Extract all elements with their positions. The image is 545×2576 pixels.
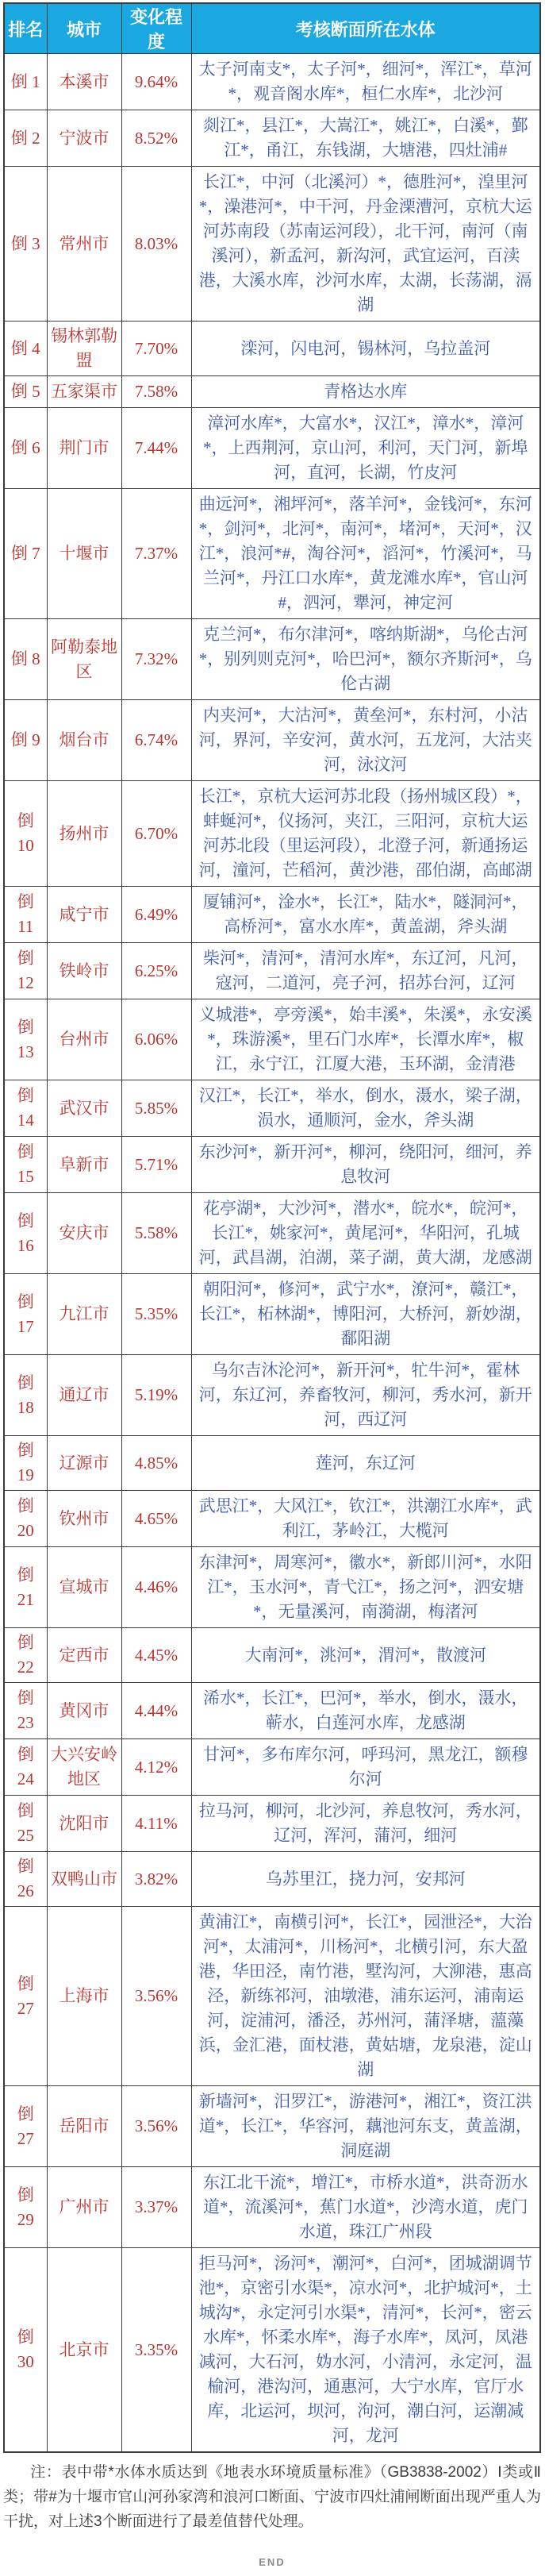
table-row xyxy=(4,110,540,167)
water-bodies-cell: 拉马河，柳河，北沙河，养息牧河，秀水河，辽河，浑河，蒲河，细河 xyxy=(191,1796,540,1852)
footnote: 注：表中带*水体水质达到《地表水环境质量标准》（GB3838-2002）Ⅰ类或Ⅱ类；带#为十堰市官山河孙家湾和浪河口断面、宁波市四灶浦闸断面出现严重人为干扰，对上述3个断面进行了最差值替代处理。 xyxy=(3,2464,541,2530)
water-bodies-cell: 乌苏里江，挠力河，安邦河 xyxy=(191,1852,540,1907)
rank-cell: 倒 29 xyxy=(4,2167,47,2248)
water-bodies-cell: 厦铺河*，淦水*，长江*，陆水*，隧洞河*，高桥河*，富水水库*，黄盖湖，斧头湖 xyxy=(191,887,540,943)
rank-cell: 倒 27 xyxy=(4,2086,47,2167)
change-degree-cell: 4.45% xyxy=(121,1628,191,1683)
change-degree-cell: 6.70% xyxy=(121,781,191,887)
city-cell: 武汉市 xyxy=(47,1080,121,1137)
rank-cell: 倒 16 xyxy=(4,1193,47,1274)
table-row xyxy=(4,167,540,322)
rank-cell: 倒 20 xyxy=(4,1491,47,1547)
change-degree-cell: 3.56% xyxy=(121,1907,191,2086)
table-row xyxy=(4,408,540,489)
change-degree-cell: 5.35% xyxy=(121,1274,191,1355)
water-bodies-cell: 甘河*，多布库尔河，呼玛河，黑龙江，额穆尔河 xyxy=(191,1739,540,1796)
table-row xyxy=(4,1491,540,1547)
water-bodies-cell: 拒马河*，汤河*，潮河*，白河*，团城湖调节池*，京密引水渠*，凉水河*，北护城河*，土城沟*，永定河引水渠*，清河*，长河*，密云水库*，怀柔水库*，海子水库*，凤河，凤港减河，大石河，妫水河，小清河，永定河，温榆河，港沟河，通惠河，大宁水库，官厅水库，北运河，坝河，泃河，潮白河，运潮减河，龙河 xyxy=(191,2248,540,2453)
city-cell: 咸宁市 xyxy=(47,887,121,943)
city-cell: 阜新市 xyxy=(47,1137,121,1193)
table-row xyxy=(4,943,540,999)
change-degree-cell: 5.85% xyxy=(121,1080,191,1137)
water-bodies-cell: 柴河*，清河*，清河水库*，东辽河，凡河，寇河，二道河，亮子河，招苏台河，辽河 xyxy=(191,943,540,999)
change-degree-cell: 4.12% xyxy=(121,1739,191,1796)
rank-cell: 倒 4 xyxy=(4,322,47,376)
rank-cell: 倒 14 xyxy=(4,1080,47,1137)
rank-cell: 倒 21 xyxy=(4,1547,47,1628)
change-degree-cell: 6.74% xyxy=(121,700,191,781)
header-row xyxy=(4,3,540,54)
water-bodies-cell: 曲远河*，湘坪河*，落羊河*，金钱河*，东河*，剑河*，北河*，南河*，堵河*，天河*，汉江*，浪河*#，淘谷河*，滔河*，竹溪河*，马兰河*，丹江口水库*，黄龙滩水库*，官山河#，泗河，犟河，神定河 xyxy=(191,489,540,619)
rank-cell: 倒 2 xyxy=(4,110,47,167)
table-body xyxy=(4,54,540,2453)
change-degree-cell: 7.44% xyxy=(121,408,191,489)
rank-cell: 倒 7 xyxy=(4,489,47,619)
header-city: 城市 xyxy=(47,3,121,54)
water-bodies-cell: 义城港*，亭旁溪*，始丰溪*，朱溪*，永安溪*，珠游溪*，里石门水库*，长潭水库*，椒江，永宁江，江厦大港，玉环湖，金清港 xyxy=(191,999,540,1080)
change-degree-cell: 4.65% xyxy=(121,1491,191,1547)
water-bodies-cell: 滦河，闪电河，锡林河，乌拉盖河 xyxy=(191,322,540,376)
city-cell: 铁岭市 xyxy=(47,943,121,999)
rank-cell: 倒 18 xyxy=(4,1355,47,1436)
table-row xyxy=(4,322,540,376)
water-bodies-cell: 东津河*，周寒河*，徽水*，新郎川河*，水阳江*，玉水河*，青弋江*，扬之河*，泗安塘*，无量溪河，南漪湖，梅渚河 xyxy=(191,1547,540,1628)
rank-cell: 倒 25 xyxy=(4,1796,47,1852)
rank-cell: 倒 10 xyxy=(4,781,47,887)
change-degree-cell: 4.85% xyxy=(121,1436,191,1491)
water-bodies-cell: 长江*，中河（北溪河）*，德胜河*，湟里河*，澡港河*，中干河，丹金溧漕河，京杭大运河苏南段（苏南运河段），北干河，南河（南溪河），新孟河，新沟河，武宜运河，百渎港，大溪水库，沙河水库，太湖，长荡湖，滆湖 xyxy=(191,167,540,322)
header-rank: 排名 xyxy=(4,3,47,54)
table-row xyxy=(4,1193,540,1274)
city-cell: 双鸭山市 xyxy=(47,1852,121,1907)
city-cell: 九江市 xyxy=(47,1274,121,1355)
city-cell: 岳阳市 xyxy=(47,2086,121,2167)
change-degree-cell: 4.44% xyxy=(121,1683,191,1739)
rank-cell: 倒 23 xyxy=(4,1683,47,1739)
table-row xyxy=(4,1547,540,1628)
water-bodies-cell: 浠水*，长江*，巴河*，举水，倒水，滠水，蕲水，白莲河水库，龙感湖 xyxy=(191,1683,540,1739)
city-cell: 宣城市 xyxy=(47,1547,121,1628)
change-degree-cell: 7.58% xyxy=(121,376,191,408)
change-degree-cell: 7.70% xyxy=(121,322,191,376)
rank-cell: 倒 5 xyxy=(4,376,47,408)
rank-cell: 倒 12 xyxy=(4,943,47,999)
table-row xyxy=(4,2167,540,2248)
city-cell: 宁波市 xyxy=(47,110,121,167)
rank-cell: 倒 1 xyxy=(4,54,47,110)
rank-cell: 倒 27 xyxy=(4,1907,47,2086)
rank-cell: 倒 15 xyxy=(4,1137,47,1193)
city-cell: 广州市 xyxy=(47,2167,121,2248)
table-row xyxy=(4,1628,540,1683)
table-row xyxy=(4,376,540,408)
city-cell: 常州市 xyxy=(47,167,121,322)
table-row xyxy=(4,1852,540,1907)
water-bodies-cell: 大南河*，洮河*，渭河*，散渡河 xyxy=(191,1628,540,1683)
water-bodies-cell: 莲河，东辽河 xyxy=(191,1436,540,1491)
change-degree-cell: 3.56% xyxy=(121,2086,191,2167)
water-bodies-cell: 花亭湖*，大沙河*，潜水*，皖水*，皖河*，长江*，姚家河*，黄尾河*，华阳河，孔城河，武昌湖，泊湖，菜子湖，黄大湖，龙感湖 xyxy=(191,1193,540,1274)
change-degree-cell: 3.37% xyxy=(121,2167,191,2248)
change-degree-cell: 4.46% xyxy=(121,1547,191,1628)
city-cell: 大兴安岭地区 xyxy=(47,1739,121,1796)
change-degree-cell: 8.03% xyxy=(121,167,191,322)
city-cell: 上海市 xyxy=(47,1907,121,2086)
water-bodies-cell: 汉江*，长江*，举水，倒水，滠水，梁子湖，涢水，通顺河，金水，斧头湖 xyxy=(191,1080,540,1137)
header-water-bodies: 考核断面所在水体 xyxy=(191,3,540,54)
change-degree-cell: 9.64% xyxy=(121,54,191,110)
water-bodies-cell: 漳河水库*，大富水*，汉江*，漳水*，漳河*，上西荆河，京山河，利河，天门河，新埠河，直河，长湖，竹皮河 xyxy=(191,408,540,489)
change-degree-cell: 3.35% xyxy=(121,2248,191,2453)
table-row xyxy=(4,2248,540,2453)
water-bodies-cell: 新墙河*，汨罗江*，游港河*，湘江*，资江洪道*，长江*，华容河，藕池河东支，黄盖湖，洞庭湖 xyxy=(191,2086,540,2167)
city-cell: 五家渠市 xyxy=(47,376,121,408)
change-degree-cell: 7.32% xyxy=(121,619,191,700)
city-cell: 荆门市 xyxy=(47,408,121,489)
table-row xyxy=(4,489,540,619)
table-row xyxy=(4,1683,540,1739)
table-row xyxy=(4,781,540,887)
rank-cell: 倒 6 xyxy=(4,408,47,489)
table-row xyxy=(4,54,540,110)
table-row xyxy=(4,1907,540,2086)
water-quality-ranking-table xyxy=(3,2,541,2453)
rank-cell: 倒 24 xyxy=(4,1739,47,1796)
table-row xyxy=(4,999,540,1080)
city-cell: 锡林郭勒盟 xyxy=(47,322,121,376)
city-cell: 北京市 xyxy=(47,2248,121,2453)
city-cell: 定西市 xyxy=(47,1628,121,1683)
change-degree-cell: 8.52% xyxy=(121,110,191,167)
water-bodies-cell: 乌尔吉沐沦河*，新开河*，牤牛河*，霍林河，东辽河，养畜牧河，柳河，秀水河，新开河，西辽河 xyxy=(191,1355,540,1436)
change-degree-cell: 4.11% xyxy=(121,1796,191,1852)
end-marker: END xyxy=(259,2556,286,2568)
water-bodies-cell: 武思江*，大风江*，钦江*，洪潮江水库*，武利江，茅岭江，大榄河 xyxy=(191,1491,540,1547)
table-row xyxy=(4,2086,540,2167)
rank-cell: 倒 22 xyxy=(4,1628,47,1683)
city-cell: 安庆市 xyxy=(47,1193,121,1274)
rank-cell: 倒 11 xyxy=(4,887,47,943)
city-cell: 扬州市 xyxy=(47,781,121,887)
city-cell: 通辽市 xyxy=(47,1355,121,1436)
water-bodies-cell: 黄浦江*，南横引河*，长江*，园泄泾*，大治河*，太浦河*，川杨河*，北横引河，东大盈港，华田泾，南竹港，墅沟河，大泖港，惠高泾，新练祁河，油墩港，浦东运河，浦南运河，淀浦河，潘泾，苏州河，蒲泽塘，薀藻浜，金汇港，面杖港，黄姑塘，龙泉港，淀山湖 xyxy=(191,1907,540,2086)
change-degree-cell: 6.25% xyxy=(121,943,191,999)
rank-cell: 倒 30 xyxy=(4,2248,47,2453)
rank-cell: 倒 26 xyxy=(4,1852,47,1907)
water-bodies-cell: 剡江*，县江*，大嵩江*，姚江*，白溪*，鄞江*，甬江，东钱湖，大塘港，四灶浦# xyxy=(191,110,540,167)
table-row xyxy=(4,1355,540,1436)
city-cell: 沈阳市 xyxy=(47,1796,121,1852)
city-cell: 台州市 xyxy=(47,999,121,1080)
city-cell: 辽源市 xyxy=(47,1436,121,1491)
change-degree-cell: 6.49% xyxy=(121,887,191,943)
water-bodies-cell: 克兰河*，布尔津河*，喀纳斯湖*，乌伦古河*，别列则克河*，哈巴河*，额尔齐斯河*，乌伦古湖 xyxy=(191,619,540,700)
table-header xyxy=(4,3,540,54)
table-row xyxy=(4,1274,540,1355)
water-bodies-cell: 长江*，京杭大运河苏北段（扬州城区段）*，蚌蜒河*，仪扬河，夹江，三阳河，京杭大运河苏北段（里运河段），北澄子河，新通扬运河，潼河，芒稻河，黄沙港，邵伯湖，高邮湖 xyxy=(191,781,540,887)
city-cell: 阿勒泰地区 xyxy=(47,619,121,700)
rank-cell: 倒 19 xyxy=(4,1436,47,1491)
water-bodies-cell: 内夹河*，大沽河*，黄垒河*，东村河，小沽河，界河，辛安河，黄水河，五龙河，大沽夹河，泳汶河 xyxy=(191,700,540,781)
change-degree-cell: 5.19% xyxy=(121,1355,191,1436)
city-cell: 黄冈市 xyxy=(47,1683,121,1739)
water-bodies-cell: 东江北干流*，增江*，市桥水道*，洪奇沥水道*，流溪河*，蕉门水道*，沙湾水道，虎门水道，珠江广州段 xyxy=(191,2167,540,2248)
rank-cell: 倒 13 xyxy=(4,999,47,1080)
table-row xyxy=(4,1080,540,1137)
rank-cell: 倒 8 xyxy=(4,619,47,700)
rank-cell: 倒 3 xyxy=(4,167,47,322)
city-cell: 十堰市 xyxy=(47,489,121,619)
water-bodies-cell: 青格达水库 xyxy=(191,376,540,408)
water-bodies-cell: 太子河南支*，太子河*，细河*，浑江*，草河*，观音阁水库*，桓仁水库*，北沙河 xyxy=(191,54,540,110)
change-degree-cell: 3.82% xyxy=(121,1852,191,1907)
table-row xyxy=(4,1137,540,1193)
table-row xyxy=(4,887,540,943)
change-degree-cell: 6.06% xyxy=(121,999,191,1080)
city-cell: 本溪市 xyxy=(47,54,121,110)
table-row xyxy=(4,1796,540,1852)
change-degree-cell: 5.58% xyxy=(121,1193,191,1274)
table-row xyxy=(4,1739,540,1796)
city-cell: 钦州市 xyxy=(47,1491,121,1547)
change-degree-cell: 5.71% xyxy=(121,1137,191,1193)
table-row xyxy=(4,619,540,700)
header-change-degree: 变化程度 xyxy=(121,3,191,54)
change-degree-cell: 7.37% xyxy=(121,489,191,619)
rank-cell: 倒 9 xyxy=(4,700,47,781)
city-cell: 烟台市 xyxy=(47,700,121,781)
water-bodies-cell: 东沙河*，新开河*，柳河，绕阳河，细河，养息牧河 xyxy=(191,1137,540,1193)
table-row xyxy=(4,700,540,781)
table-row xyxy=(4,1436,540,1491)
water-bodies-cell: 朝阳河*，修河*，武宁水*，潦河*，赣江*，长江*，柘林湖*，博阳河，大桥河，新妙湖，鄱阳湖 xyxy=(191,1274,540,1355)
rank-cell: 倒 17 xyxy=(4,1274,47,1355)
